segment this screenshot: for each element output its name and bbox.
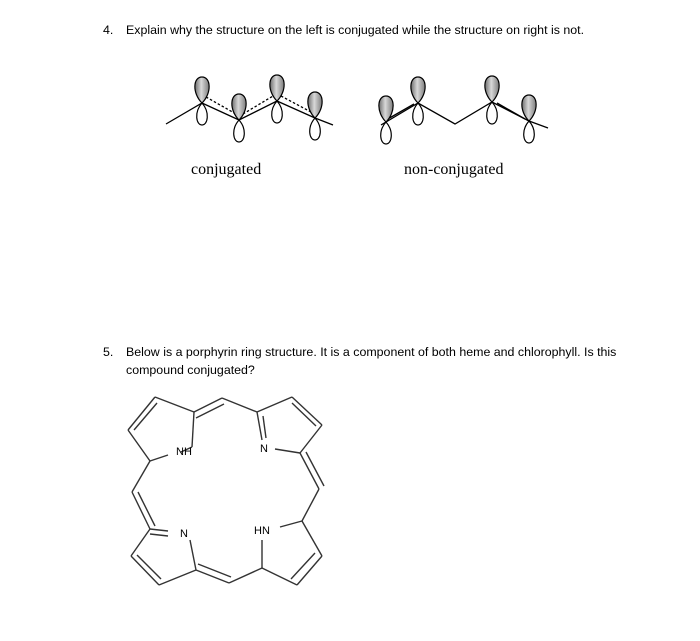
bridge-bottom-c [229, 568, 262, 583]
atom-n-top-right: N [260, 443, 268, 455]
bridge-bottom-b [198, 564, 231, 577]
question-4-number: 4. [103, 23, 114, 37]
atom-n-bottom-left: N [180, 528, 188, 540]
non-conjugated-label: non-conjugated [404, 161, 504, 178]
bridge-bottom-a [196, 570, 229, 583]
bridge-top-b [196, 404, 224, 418]
bridge-top-c [222, 398, 257, 412]
question-5-text: Below is a porphyrin ring structure. It is a component of both heme and chlorophyll. Is this compound conjugated? [126, 345, 617, 377]
pyrrole-bottom-right [262, 521, 322, 585]
question-5-number: 5. [103, 345, 114, 359]
question-4-text: Explain why the structure on the left is conjugated while the structure on right is not. [126, 23, 585, 37]
atom-hn: HN [254, 525, 270, 537]
bridge-top-a [194, 398, 222, 412]
atom-nh: NH [176, 446, 192, 458]
bridge-right-c [302, 489, 319, 521]
bridge-left-a [132, 461, 150, 492]
conjugated-label: conjugated [191, 161, 262, 178]
